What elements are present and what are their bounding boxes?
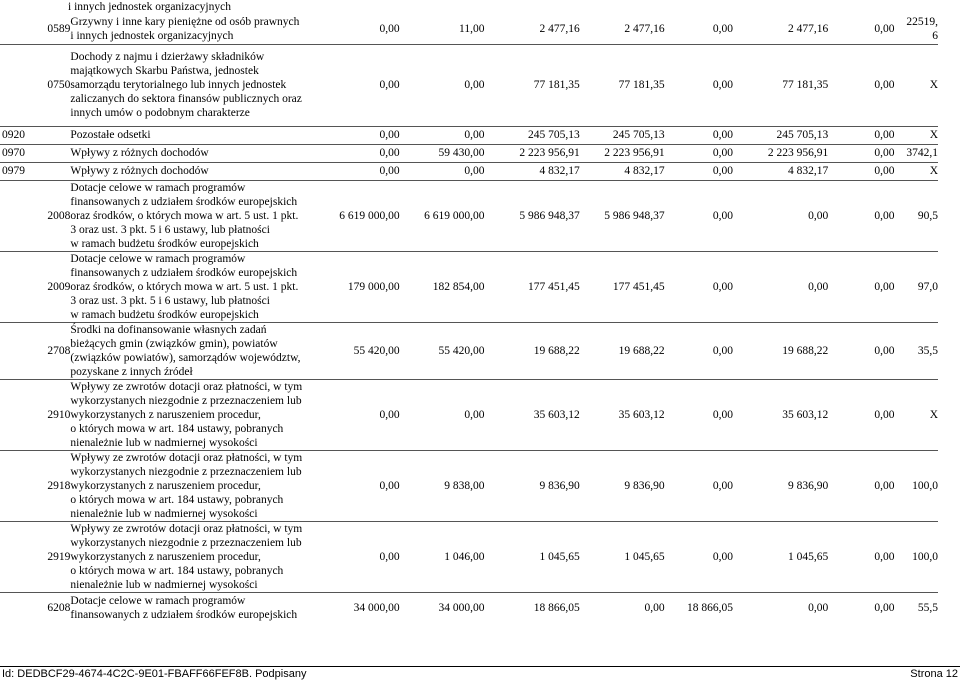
- row-value-1: 34 000,00: [353, 602, 400, 615]
- row-description-text: Wpływy ze zwrotów dotacji oraz płatności, w tym wykorzystanych niezgodnie z przeznaczeniem lub wykorzystanych z naruszeniem procedur, o których mowa w art. 184 ustawy, pobranych nienależnie lub w nadmiernej wysokości: [70, 522, 303, 591]
- row-value-1: 0,00: [379, 147, 400, 159]
- table-row: [0, 521, 938, 592]
- row-description-text: Wpływy ze zwrotów dotacji oraz płatności, w tym wykorzystanych niezgodnie z przeznaczeniem lub wykorzystanych z naruszeniem procedur, o których mowa w art. 184 ustawy, pobranych nienależnie lub w nadmiernej wysokości: [70, 380, 303, 449]
- row-value-3: 2 223 956,91: [519, 147, 580, 159]
- row-value-7: 0,00: [874, 79, 895, 91]
- table-row: [0, 126, 938, 144]
- row-code: 2708: [47, 344, 71, 357]
- row-percent: 97,0: [917, 280, 938, 293]
- row-value-1: 0,00: [379, 22, 400, 35]
- row-value-2: 0,00: [464, 129, 485, 141]
- row-value-5: 0,00: [712, 280, 733, 293]
- row-value-5: 0,00: [712, 129, 733, 141]
- page-footer: [0, 666, 960, 681]
- row-code: 0920: [2, 129, 25, 141]
- row-value-5: 0,00: [712, 79, 733, 91]
- row-value-6: 19 688,22: [782, 344, 829, 357]
- row-value-2: 34 000,00: [438, 602, 485, 615]
- row-value-7: 0,00: [874, 147, 895, 159]
- row-description: [70, 162, 318, 180]
- row-value-1: 6 619 000,00: [339, 209, 400, 222]
- row-description-text: Pozostałe odsetki: [70, 129, 151, 141]
- table-row: [0, 14, 938, 44]
- row-value-7: 0,00: [874, 280, 895, 293]
- row-description: [70, 180, 318, 251]
- row-code: 0589: [47, 22, 71, 35]
- row-code: 0970: [2, 147, 25, 159]
- row-value-4: 2 223 956,91: [604, 147, 665, 159]
- table-row: [0, 322, 938, 379]
- row-value-6: 1 045,65: [787, 550, 829, 563]
- table-row: [0, 162, 938, 180]
- row-value-3: 77 181,35: [533, 79, 580, 91]
- row-value-2: 59 430,00: [438, 147, 485, 159]
- row-value-3: 35 603,12: [533, 408, 580, 421]
- row-code: 0979: [2, 165, 25, 177]
- row-value-4: 5 986 948,37: [604, 209, 665, 222]
- row-value-3: 9 836,90: [539, 479, 580, 492]
- row-value-1: 0,00: [379, 408, 400, 421]
- row-value-4: 177 451,45: [612, 280, 665, 293]
- row-code: 0750: [47, 79, 71, 91]
- row-percent: 3742,1: [906, 147, 938, 159]
- row-value-2: 182 854,00: [432, 280, 485, 293]
- row-percent: 55,5: [917, 602, 938, 615]
- row-value-7: 0,00: [874, 602, 895, 615]
- row-value-1: 0,00: [379, 479, 400, 492]
- row-value-2: 55 420,00: [438, 344, 485, 357]
- row-code: 2008: [47, 209, 71, 222]
- row-percent: X: [929, 408, 938, 421]
- row-value-5: 0,00: [712, 22, 733, 35]
- row-value-2: 0,00: [464, 165, 485, 177]
- row-value-2: 9 838,00: [444, 479, 485, 492]
- row-value-4: 19 688,22: [618, 344, 665, 357]
- row-value-4: 9 836,90: [624, 479, 665, 492]
- table-row: [0, 379, 938, 450]
- row-value-3: 2 477,16: [539, 22, 580, 35]
- row-value-6: 2 477,16: [787, 22, 829, 35]
- table-row: [0, 144, 938, 162]
- row-description: [70, 144, 318, 162]
- row-value-6: 245 705,13: [776, 129, 829, 141]
- row-code: 2918: [47, 479, 71, 492]
- budget-table: [0, 14, 938, 624]
- row-value-3: 5 986 948,37: [519, 209, 580, 222]
- table-row: [0, 251, 938, 322]
- row-value-4: 35 603,12: [618, 408, 665, 421]
- row-description-text: Wpływy ze zwrotów dotacji oraz płatności, w tym wykorzystanych niezgodnie z przeznaczeniem lub wykorzystanych z naruszeniem procedur, o których mowa w art. 184 ustawy, pobranych nienależnie lub w nadmiernej wysokości: [70, 451, 303, 520]
- row-description: [70, 44, 318, 126]
- row-value-6: 4 832,17: [787, 165, 829, 177]
- row-description-text: Wpływy z różnych dochodów: [70, 165, 209, 177]
- row-value-3: 245 705,13: [527, 129, 580, 141]
- row-description-text: Dotacje celowe w ramach programów finansowanych z udziałem środków europejskich: [70, 595, 298, 622]
- row-code: 2910: [47, 408, 71, 421]
- row-description-text: Dotacje celowe w ramach programów finansowanych z udziałem środków europejskich oraz środków, o których mowa w art. 5 ust. 1 pkt. 3 oraz ust. 3 pkt. 5 i 6 ustawy, lub płatności w ramach budżetu środków europejskich: [70, 181, 299, 250]
- row-description: [70, 592, 318, 624]
- row-description: [70, 379, 318, 450]
- row-percent: 35,5: [917, 344, 938, 357]
- row-description: [70, 450, 318, 521]
- row-value-5: 0,00: [712, 344, 733, 357]
- row-value-4: 1 045,65: [624, 550, 665, 563]
- row-value-5: 0,00: [712, 479, 733, 492]
- row-percent: 100,0: [912, 479, 938, 492]
- table-row: [0, 44, 938, 126]
- row-description-text: Grzywny i inne kary pieniężne od osób prawnych i innych jednostek organizacyjnych: [70, 15, 300, 42]
- row-code: 6208: [47, 602, 71, 615]
- row-value-4: 245 705,13: [612, 129, 665, 141]
- row-value-7: 0,00: [874, 344, 895, 357]
- row-percent: X: [929, 79, 938, 91]
- row-value-3: 4 832,17: [539, 165, 580, 177]
- row-value-4: 0,00: [644, 602, 665, 615]
- row-value-6: 2 223 956,91: [767, 147, 829, 159]
- row-description-text: Dotacje celowe w ramach programów finansowanych z udziałem środków europejskich oraz środków, o których mowa w art. 5 ust. 1 pkt. 3 oraz ust. 3 pkt. 5 i 6 ustawy, lub płatności w ramach budżetu środków europejskich: [70, 252, 299, 321]
- row-value-1: 0,00: [379, 165, 400, 177]
- row-value-5: 18 866,05: [686, 602, 733, 615]
- row-value-7: 0,00: [874, 22, 895, 35]
- table-row: [0, 592, 938, 624]
- row-value-6: 0,00: [808, 602, 829, 615]
- row-description: [70, 521, 318, 592]
- row-value-5: 0,00: [712, 550, 733, 563]
- row-value-7: 0,00: [874, 165, 895, 177]
- row-value-4: 4 832,17: [624, 165, 665, 177]
- row-value-2: 0,00: [464, 408, 485, 421]
- document-id: Id: DEDBCF29-4674-4C2C-9E01-FBAFF66FEF8B. Podpisany: [2, 668, 307, 680]
- row-percent: 100,0: [912, 550, 938, 563]
- row-code: 2009: [47, 280, 71, 293]
- row-description-text: Środki na dofinansowanie własnych zadań bieżących gmin (związków gmin), powiatów (związków powiatów), samorządów województw, pozyskane z innych źródeł: [70, 323, 301, 378]
- row-value-7: 0,00: [874, 408, 895, 421]
- row-value-3: 18 866,05: [533, 602, 580, 615]
- row-value-5: 0,00: [712, 147, 733, 159]
- row-value-2: 0,00: [464, 79, 485, 91]
- row-value-5: 0,00: [712, 408, 733, 421]
- row-value-4: 77 181,35: [618, 79, 665, 91]
- row-value-7: 0,00: [874, 129, 895, 141]
- row-description: [70, 322, 318, 379]
- row-value-6: 0,00: [808, 280, 829, 293]
- row-value-7: 0,00: [874, 550, 895, 563]
- row-value-6: 35 603,12: [782, 408, 829, 421]
- row-value-5: 0,00: [712, 209, 733, 222]
- row-percent: X: [929, 129, 938, 141]
- row-value-2: 11,00: [459, 22, 485, 35]
- table-row: [0, 180, 938, 251]
- row-description: [70, 14, 318, 44]
- row-value-6: 0,00: [808, 209, 829, 222]
- row-value-5: 0,00: [712, 165, 733, 177]
- row-value-1: 0,00: [379, 550, 400, 563]
- row-value-6: 77 181,35: [782, 79, 829, 91]
- row-value-2: 6 619 000,00: [424, 209, 485, 222]
- row-value-1: 55 420,00: [353, 344, 400, 357]
- row-description: [70, 126, 318, 144]
- row-value-2: 1 046,00: [444, 550, 485, 563]
- row-value-6: 9 836,90: [787, 479, 829, 492]
- row-code: 2919: [47, 550, 71, 563]
- row-value-3: 19 688,22: [533, 344, 580, 357]
- row-value-3: 177 451,45: [527, 280, 580, 293]
- row-value-1: 0,00: [379, 129, 400, 141]
- row-value-4: 2 477,16: [624, 22, 665, 35]
- row-percent: 22519, 6: [906, 15, 938, 42]
- row-value-3: 1 045,65: [539, 550, 580, 563]
- row-description-text: Wpływy z różnych dochodów: [70, 147, 209, 159]
- row-description-text: Dochody z najmu i dzierżawy składników majątkowych Skarbu Państwa, jednostek samorządu terytorialnego lub innych jednostek zaliczanych do sektora finansów publicznych oraz innych umów o podobnym charakterze: [70, 51, 302, 119]
- row-percent: X: [929, 165, 938, 177]
- page-number: Strona 12: [910, 668, 958, 680]
- row-description: [70, 251, 318, 322]
- row-percent: 90,5: [917, 209, 938, 222]
- row-value-1: 0,00: [379, 79, 400, 91]
- continued-description: i innych jednostek organizacyjnych: [68, 1, 231, 13]
- table-row: [0, 450, 938, 521]
- row-value-7: 0,00: [874, 209, 895, 222]
- row-value-7: 0,00: [874, 479, 895, 492]
- row-value-1: 179 000,00: [347, 280, 400, 293]
